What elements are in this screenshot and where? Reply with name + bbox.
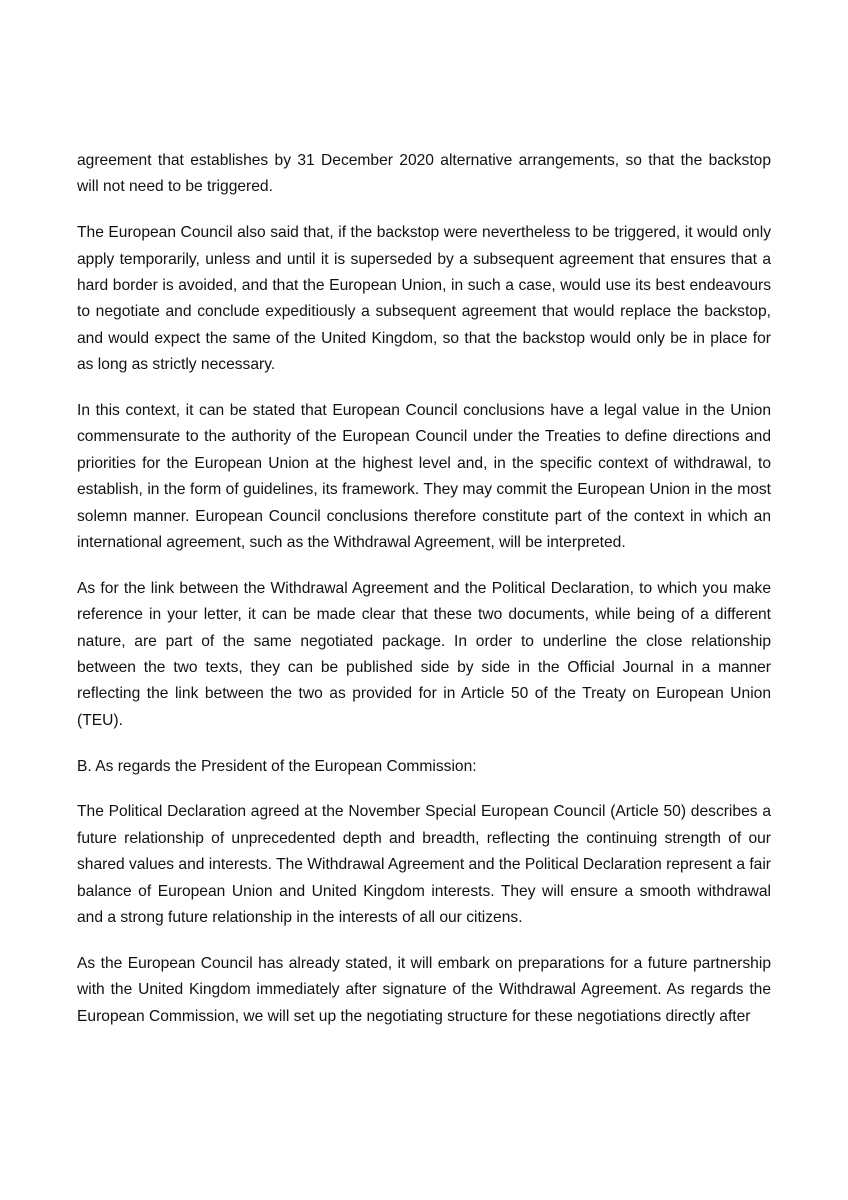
paragraph-negotiating-structure: As the European Council has already stated, it will embark on preparations for a future partnership with the United Kingdom immediately after signature of the Withdrawal Agreement. As regards the European Commission, we will set up the negotiating structure for these negotiations directly after xyxy=(77,954,771,1025)
paragraph-future-relationship: The Political Declaration agreed at the November Special European Council (Article 50) describes a future relationship of unprecedented depth and breadth, reflecting the continuing strength of our shared values and interests. The Withdrawal Agreement and the Political Declaration represent a fair balance of European Union and United Kingdom interests. They will ensure a smooth withdrawal and a strong future relationship in the interests of all our citizens. xyxy=(77,803,772,927)
section-heading-commission: B. As regards the President of the European Commission: xyxy=(77,757,477,775)
paragraph-backstop-temporary: The European Council also said that, if the backstop were nevertheless to be triggered, it would only apply temporarily, unless and until it is superseded by a subsequent agreement that ensures that a hard border is avoided, and that the European Union, in such a case, would use its best endeavours to negotiate and conclude expeditiously a subsequent agreement that would replace the backstop, and would expect the same of the United Kingdom, so that the backstop would only be in place for as long as strictly necessary. xyxy=(77,224,771,374)
paragraph-backstop-arrangements: agreement that establishes by 31 December 2020 alternative arrangements, so that the backstop will not need to be triggered. xyxy=(77,152,771,196)
document-body xyxy=(77,148,771,1050)
paragraph-political-declaration-link: As for the link between the Withdrawal Agreement and the Political Declaration, to which you make reference in your letter, it can be made clear that these two documents, while being of a different nature, are part of the same negotiated package. In order to underline the close relationship between the two texts, they can be published side by side in the Official Journal in a manner reflecting the link between the two as provided for in Article 50 of the Treaty on European Union (TEU). xyxy=(77,579,771,729)
paragraph-legal-value: In this context, it can be stated that European Council conclusions have a legal value in the Union commensurate to the authority of the European Council under the Treaties to define directions and priorities for the European Union at the highest level and, in the specific context of withdrawal, to establish, in the form of guidelines, its framework. They may commit the European Union in the most solemn manner. European Council conclusions therefore constitute part of the context in which an international agreement, such as the Withdrawal Agreement, will be interpreted. xyxy=(77,402,771,552)
